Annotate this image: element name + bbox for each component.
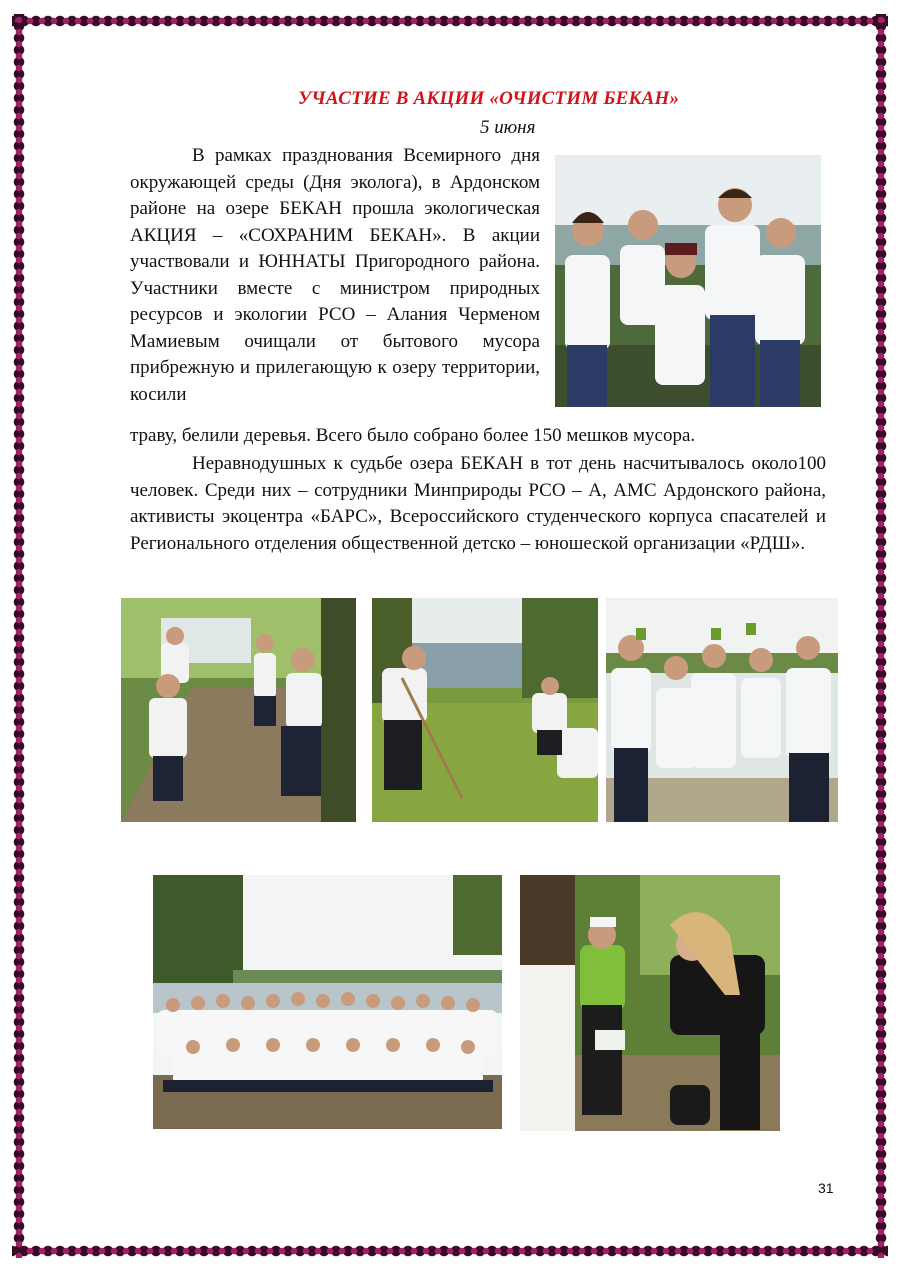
photo-group-with-minister bbox=[555, 155, 821, 407]
decorative-border-right bbox=[874, 14, 888, 1258]
page-title: УЧАСТИЕ В АКЦИИ «ОЧИСТИМ БЕКАН» bbox=[298, 88, 680, 109]
paragraph-2: Неравнодушных к судьбе озера БЕКАН в тот день насчитывалось около100 человек. Среди них – сотрудники Минприроды РСО – А, АМС Ардонского района, активисты экоцентра «БАРС», Всероссийского студенческого корпуса спасателей и Регионального отделения общественной детско – юношеской организации «РДШ». bbox=[130, 453, 826, 554]
photo-raking-grass bbox=[372, 598, 598, 822]
page-number: 31 bbox=[818, 1180, 834, 1196]
photo-kids-with-gloves bbox=[606, 598, 838, 822]
decorative-border-bottom bbox=[12, 1244, 888, 1258]
photo-sweeping-path bbox=[121, 598, 356, 822]
paragraph-1-tail: траву, белили деревья. Всего было собрано более 150 мешков мусора. bbox=[130, 425, 696, 446]
decorative-border-top bbox=[12, 14, 888, 28]
decorative-border-left bbox=[12, 14, 26, 1258]
photo-big-group-by-lake bbox=[153, 875, 502, 1129]
event-date: 5 июня bbox=[480, 117, 536, 138]
photo-whitewashing-trees bbox=[520, 875, 780, 1131]
paragraph-1: В рамках празднования Всемирного дня окружающей среды (Дня эколога), в Ардонском районе на озере БЕКАН прошла экологическая АКЦИЯ – «СОХРАНИМ БЕКАН». В акции участвовали и ЮННАТЫ Пригородного района. Участники вместе с министром природных ресурсов и экологии РСО – Алания Черменом Мамиевым очищали от бытового мусора прибрежную и прилегающую к озеру территории, косили bbox=[130, 145, 540, 405]
